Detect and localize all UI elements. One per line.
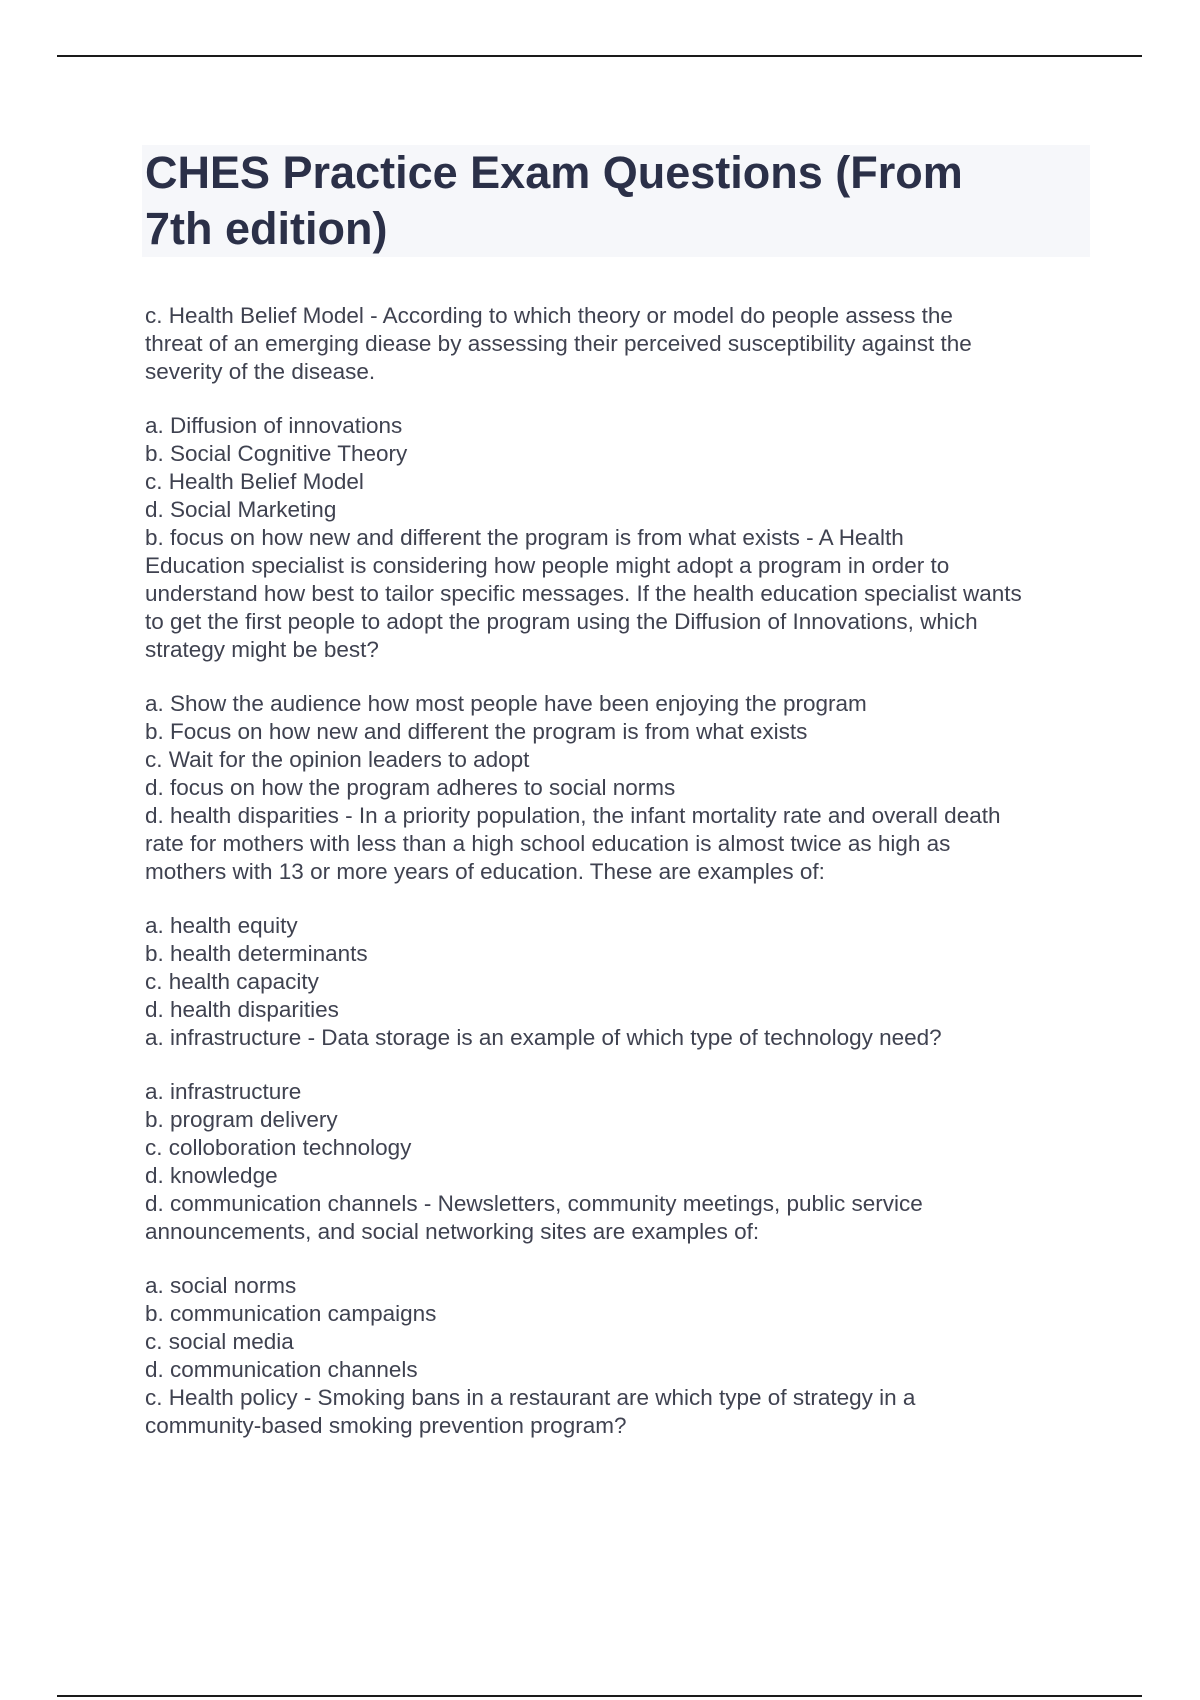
- question-text: [145, 1384, 1095, 1440]
- question-item: [145, 524, 1095, 802]
- question-line: strategy might be best?: [145, 637, 379, 662]
- answer-options: [145, 690, 1095, 802]
- question-line: b. focus on how new and different the program is from what exists - A Health: [145, 525, 904, 550]
- question-line: rate for mothers with less than a high school education is almost twice as high as: [145, 831, 951, 856]
- answer-options: [145, 1272, 1095, 1384]
- answer-option: c. social media: [145, 1329, 294, 1354]
- answer-option: a. health equity: [145, 913, 298, 938]
- answer-option: d. communication channels: [145, 1357, 418, 1382]
- question-line: Education specialist is considering how people might adopt a program in order to: [145, 553, 950, 578]
- answer-options: [145, 412, 1095, 524]
- question-text: [145, 1190, 1095, 1246]
- question-line: mothers with 13 or more years of education. These are examples of:: [145, 859, 825, 884]
- answer-option: d. focus on how the program adheres to social norms: [145, 775, 676, 800]
- question-line: severity of the disease.: [145, 359, 376, 384]
- question-text: [145, 302, 1095, 386]
- question-line: d. communication channels - Newsletters, community meetings, public service: [145, 1191, 923, 1216]
- answer-option: d. health disparities: [145, 997, 339, 1022]
- answer-option: c. health capacity: [145, 969, 319, 994]
- answer-option: c. colloboration technology: [145, 1135, 412, 1160]
- answer-option: b. communication campaigns: [145, 1301, 437, 1326]
- question-line: understand how best to tailor specific messages. If the health education specialist wants: [145, 581, 1022, 606]
- question-line: d. health disparities - In a priority population, the infant mortality rate and overall death: [145, 803, 1001, 828]
- question-item: [145, 1190, 1095, 1384]
- page-title-line: CHES Practice Exam Questions (From: [145, 147, 963, 198]
- question-text: [145, 1024, 1095, 1052]
- question-line: c. Health Belief Model - According to which theory or model do people assess the: [145, 303, 953, 328]
- question-item: [145, 302, 1095, 524]
- answer-options: [145, 1078, 1095, 1190]
- question-item: [145, 1384, 1095, 1440]
- question-item: [145, 1024, 1095, 1190]
- question-line: threat of an emerging diease by assessing their perceived susceptibility against the: [145, 331, 972, 356]
- answer-option: a. Diffusion of innovations: [145, 413, 403, 438]
- question-text: [145, 802, 1095, 886]
- question-list: [145, 302, 1095, 1466]
- page-title: [145, 145, 1045, 257]
- top-rule: [57, 55, 1142, 57]
- answer-option: b. program delivery: [145, 1107, 338, 1132]
- answer-option: a. infrastructure: [145, 1079, 302, 1104]
- question-item: [145, 802, 1095, 1024]
- answer-option: d. knowledge: [145, 1163, 278, 1188]
- question-line: to get the first people to adopt the program using the Diffusion of Innovations, which: [145, 609, 978, 634]
- page-title-line: 7th edition): [145, 203, 388, 254]
- question-line: a. infrastructure - Data storage is an example of which type of technology need?: [145, 1025, 942, 1050]
- answer-option: c. Wait for the opinion leaders to adopt: [145, 747, 530, 772]
- bottom-rule: [57, 1695, 1142, 1697]
- answer-option: a. Show the audience how most people have been enjoying the program: [145, 691, 867, 716]
- answer-option: b. health determinants: [145, 941, 368, 966]
- answer-option: b. Social Cognitive Theory: [145, 441, 408, 466]
- answer-options: [145, 912, 1095, 1024]
- question-text: [145, 524, 1095, 664]
- answer-option: d. Social Marketing: [145, 497, 337, 522]
- answer-option: b. Focus on how new and different the program is from what exists: [145, 719, 808, 744]
- question-line: community-based smoking prevention program?: [145, 1413, 627, 1438]
- question-line: announcements, and social networking sites are examples of:: [145, 1219, 760, 1244]
- answer-option: a. social norms: [145, 1273, 297, 1298]
- question-line: c. Health policy - Smoking bans in a restaurant are which type of strategy in a: [145, 1385, 916, 1410]
- answer-option: c. Health Belief Model: [145, 469, 364, 494]
